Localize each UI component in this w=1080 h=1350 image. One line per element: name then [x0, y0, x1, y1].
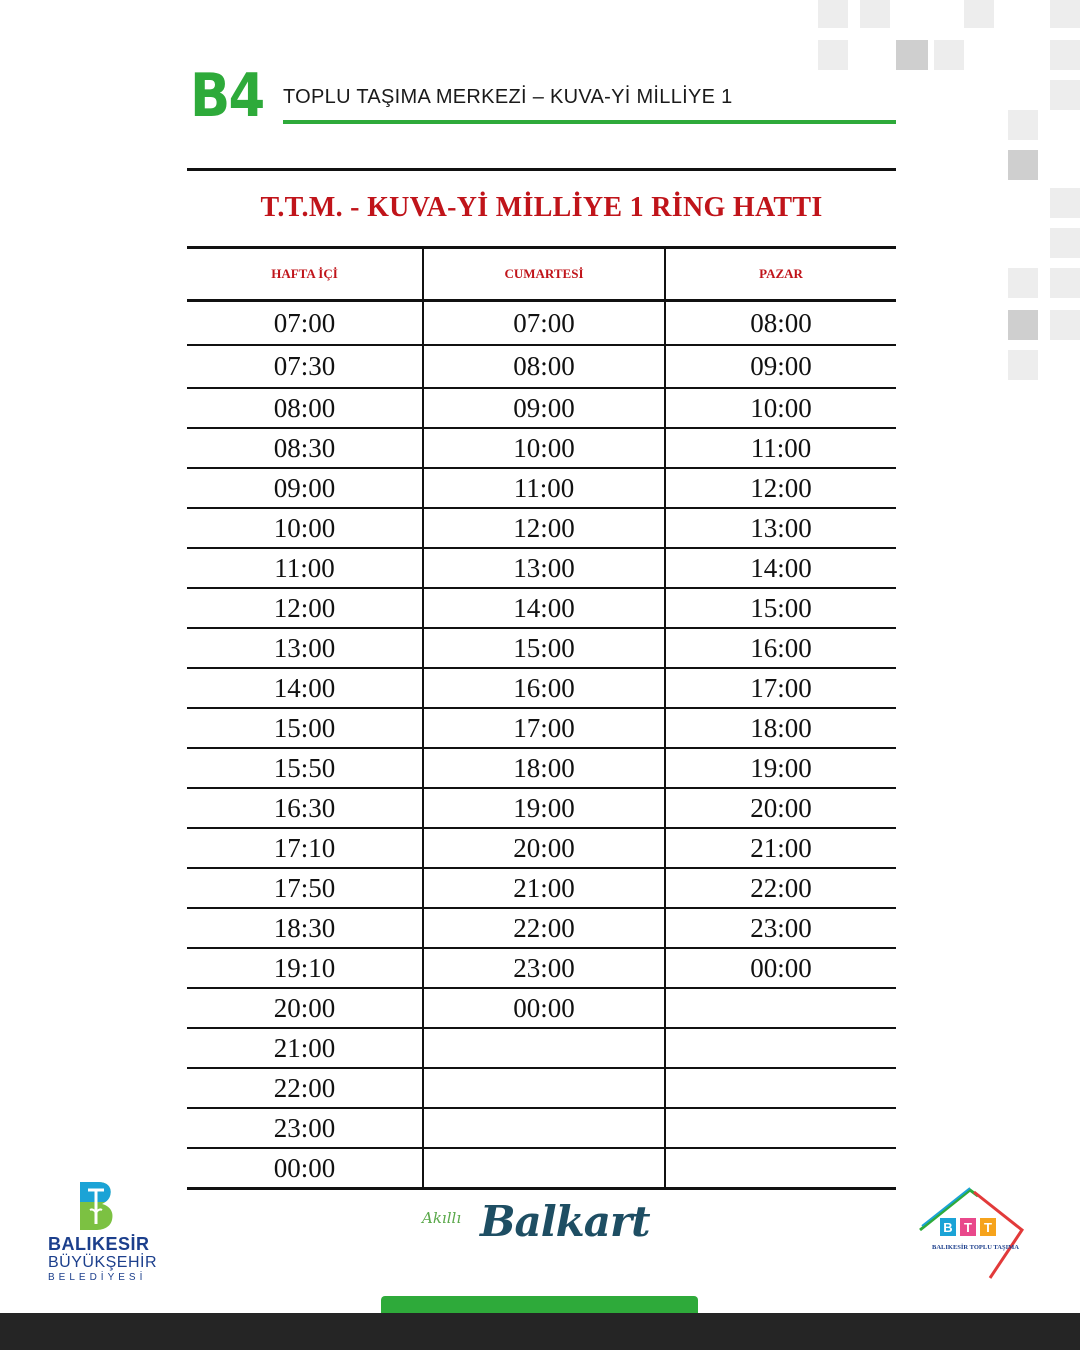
- weekday-time: 10:00: [187, 508, 423, 548]
- timetable-row: [187, 628, 896, 668]
- saturday-time: 17:00: [423, 708, 665, 748]
- timetable-row: [187, 788, 896, 828]
- timetable-row: [187, 428, 896, 468]
- sunday-time: 19:00: [665, 748, 896, 788]
- sunday-time: 11:00: [665, 428, 896, 468]
- sunday-time: 18:00: [665, 708, 896, 748]
- saturday-time: 11:00: [423, 468, 665, 508]
- weekday-time: 13:00: [187, 628, 423, 668]
- saturday-time: [423, 1148, 665, 1189]
- saturday-time: 12:00: [423, 508, 665, 548]
- timetable-row: [187, 1068, 896, 1108]
- saturday-time: 00:00: [423, 988, 665, 1028]
- weekday-time: 17:50: [187, 868, 423, 908]
- timetable-row: [187, 828, 896, 868]
- saturday-time: 07:00: [423, 301, 665, 346]
- sunday-time: 12:00: [665, 468, 896, 508]
- timetable-row: [187, 301, 896, 346]
- btt-letter-t1: T: [964, 1220, 972, 1235]
- timetable-row: [187, 748, 896, 788]
- saturday-time: [423, 1068, 665, 1108]
- weekday-time: 15:50: [187, 748, 423, 788]
- weekday-time: 16:30: [187, 788, 423, 828]
- timetable-row: [187, 1108, 896, 1148]
- saturday-time: 22:00: [423, 908, 665, 948]
- weekday-time: 07:30: [187, 345, 423, 388]
- timetable-row: [187, 988, 896, 1028]
- weekday-time: 19:10: [187, 948, 423, 988]
- sunday-time: 10:00: [665, 388, 896, 428]
- timetable-header-row: [187, 248, 896, 301]
- saturday-time: 10:00: [423, 428, 665, 468]
- route-underline: [283, 120, 896, 124]
- btt-roof-icon: [912, 1182, 1026, 1282]
- timetable-row: [187, 868, 896, 908]
- sunday-time: 22:00: [665, 868, 896, 908]
- saturday-time: 20:00: [423, 828, 665, 868]
- municipality-name-line1: BALIKESİR: [48, 1234, 150, 1254]
- route-code: B4: [190, 61, 264, 131]
- weekday-time: 15:00: [187, 708, 423, 748]
- weekday-time: 08:00: [187, 388, 423, 428]
- weekday-time: 20:00: [187, 988, 423, 1028]
- saturday-time: 15:00: [423, 628, 665, 668]
- saturday-time: 13:00: [423, 548, 665, 588]
- weekday-time: 23:00: [187, 1108, 423, 1148]
- saturday-time: 18:00: [423, 748, 665, 788]
- municipality-name-line3: BELEDİYESİ: [48, 1272, 147, 1283]
- balkart-logo: [420, 1195, 670, 1265]
- balkart-prefix: Akıllı: [422, 1209, 462, 1227]
- btt-caption: BALIKESİR TOPLU TAŞIMA: [932, 1244, 1019, 1251]
- column-header-weekday: HAFTA İÇİ: [187, 248, 423, 301]
- btt-letter-b: B: [943, 1220, 953, 1235]
- municipality-name-line2: BÜYÜKŞEHİR: [48, 1254, 158, 1271]
- sunday-time: 20:00: [665, 788, 896, 828]
- saturday-time: 08:00: [423, 345, 665, 388]
- saturday-time: 23:00: [423, 948, 665, 988]
- sunday-time: [665, 1028, 896, 1068]
- weekday-time: 21:00: [187, 1028, 423, 1068]
- weekday-time: 17:10: [187, 828, 423, 868]
- timetable-row: [187, 588, 896, 628]
- sunday-time: 21:00: [665, 828, 896, 868]
- timetable-row: [187, 508, 896, 548]
- saturday-time: [423, 1028, 665, 1068]
- footer-bar: [0, 1313, 1080, 1350]
- municipality-b-icon: [76, 1180, 116, 1232]
- weekday-time: 22:00: [187, 1068, 423, 1108]
- timetable-body: [187, 301, 896, 1189]
- sunday-time: 13:00: [665, 508, 896, 548]
- weekday-time: 07:00: [187, 301, 423, 346]
- timetable-row: [187, 345, 896, 388]
- saturday-time: [423, 1108, 665, 1148]
- weekday-time: 14:00: [187, 668, 423, 708]
- btt-letter-t2: T: [984, 1220, 992, 1235]
- balkart-name: Balkart: [480, 1197, 650, 1246]
- weekday-time: 09:00: [187, 468, 423, 508]
- timetable-row: [187, 468, 896, 508]
- weekday-time: 18:30: [187, 908, 423, 948]
- timetable-row: [187, 948, 896, 988]
- timetable-top-rule: [187, 168, 896, 171]
- timetable-row: [187, 388, 896, 428]
- route-name: TOPLU TAŞIMA MERKEZİ – KUVA-Yİ MİLLİYE 1: [283, 86, 733, 108]
- weekday-time: 12:00: [187, 588, 423, 628]
- sunday-time: 17:00: [665, 668, 896, 708]
- sunday-time: [665, 988, 896, 1028]
- sunday-time: 09:00: [665, 345, 896, 388]
- saturday-time: 21:00: [423, 868, 665, 908]
- timetable-row: [187, 1028, 896, 1068]
- sunday-time: 00:00: [665, 948, 896, 988]
- saturday-time: 19:00: [423, 788, 665, 828]
- sunday-time: [665, 1108, 896, 1148]
- saturday-time: 14:00: [423, 588, 665, 628]
- sunday-time: 16:00: [665, 628, 896, 668]
- btt-logo: [912, 1182, 1026, 1282]
- saturday-time: 09:00: [423, 388, 665, 428]
- saturday-time: 16:00: [423, 668, 665, 708]
- sunday-time: [665, 1148, 896, 1189]
- sunday-time: 23:00: [665, 908, 896, 948]
- column-header-sunday: PAZAR: [665, 248, 896, 301]
- sunday-time: 08:00: [665, 301, 896, 346]
- sunday-time: 14:00: [665, 548, 896, 588]
- timetable-row: [187, 668, 896, 708]
- timetable-row: [187, 708, 896, 748]
- weekday-time: 11:00: [187, 548, 423, 588]
- sunday-time: [665, 1068, 896, 1108]
- weekday-time: 08:30: [187, 428, 423, 468]
- timetable-title: T.T.M. - KUVA-Yİ MİLLİYE 1 RİNG HATTI: [260, 192, 823, 223]
- timetable-row: [187, 908, 896, 948]
- timetable-row: [187, 548, 896, 588]
- weekday-time: 00:00: [187, 1148, 423, 1189]
- column-header-saturday: CUMARTESİ: [423, 248, 665, 301]
- sunday-time: 15:00: [665, 588, 896, 628]
- timetable: [187, 246, 896, 1190]
- timetable-row: [187, 1148, 896, 1189]
